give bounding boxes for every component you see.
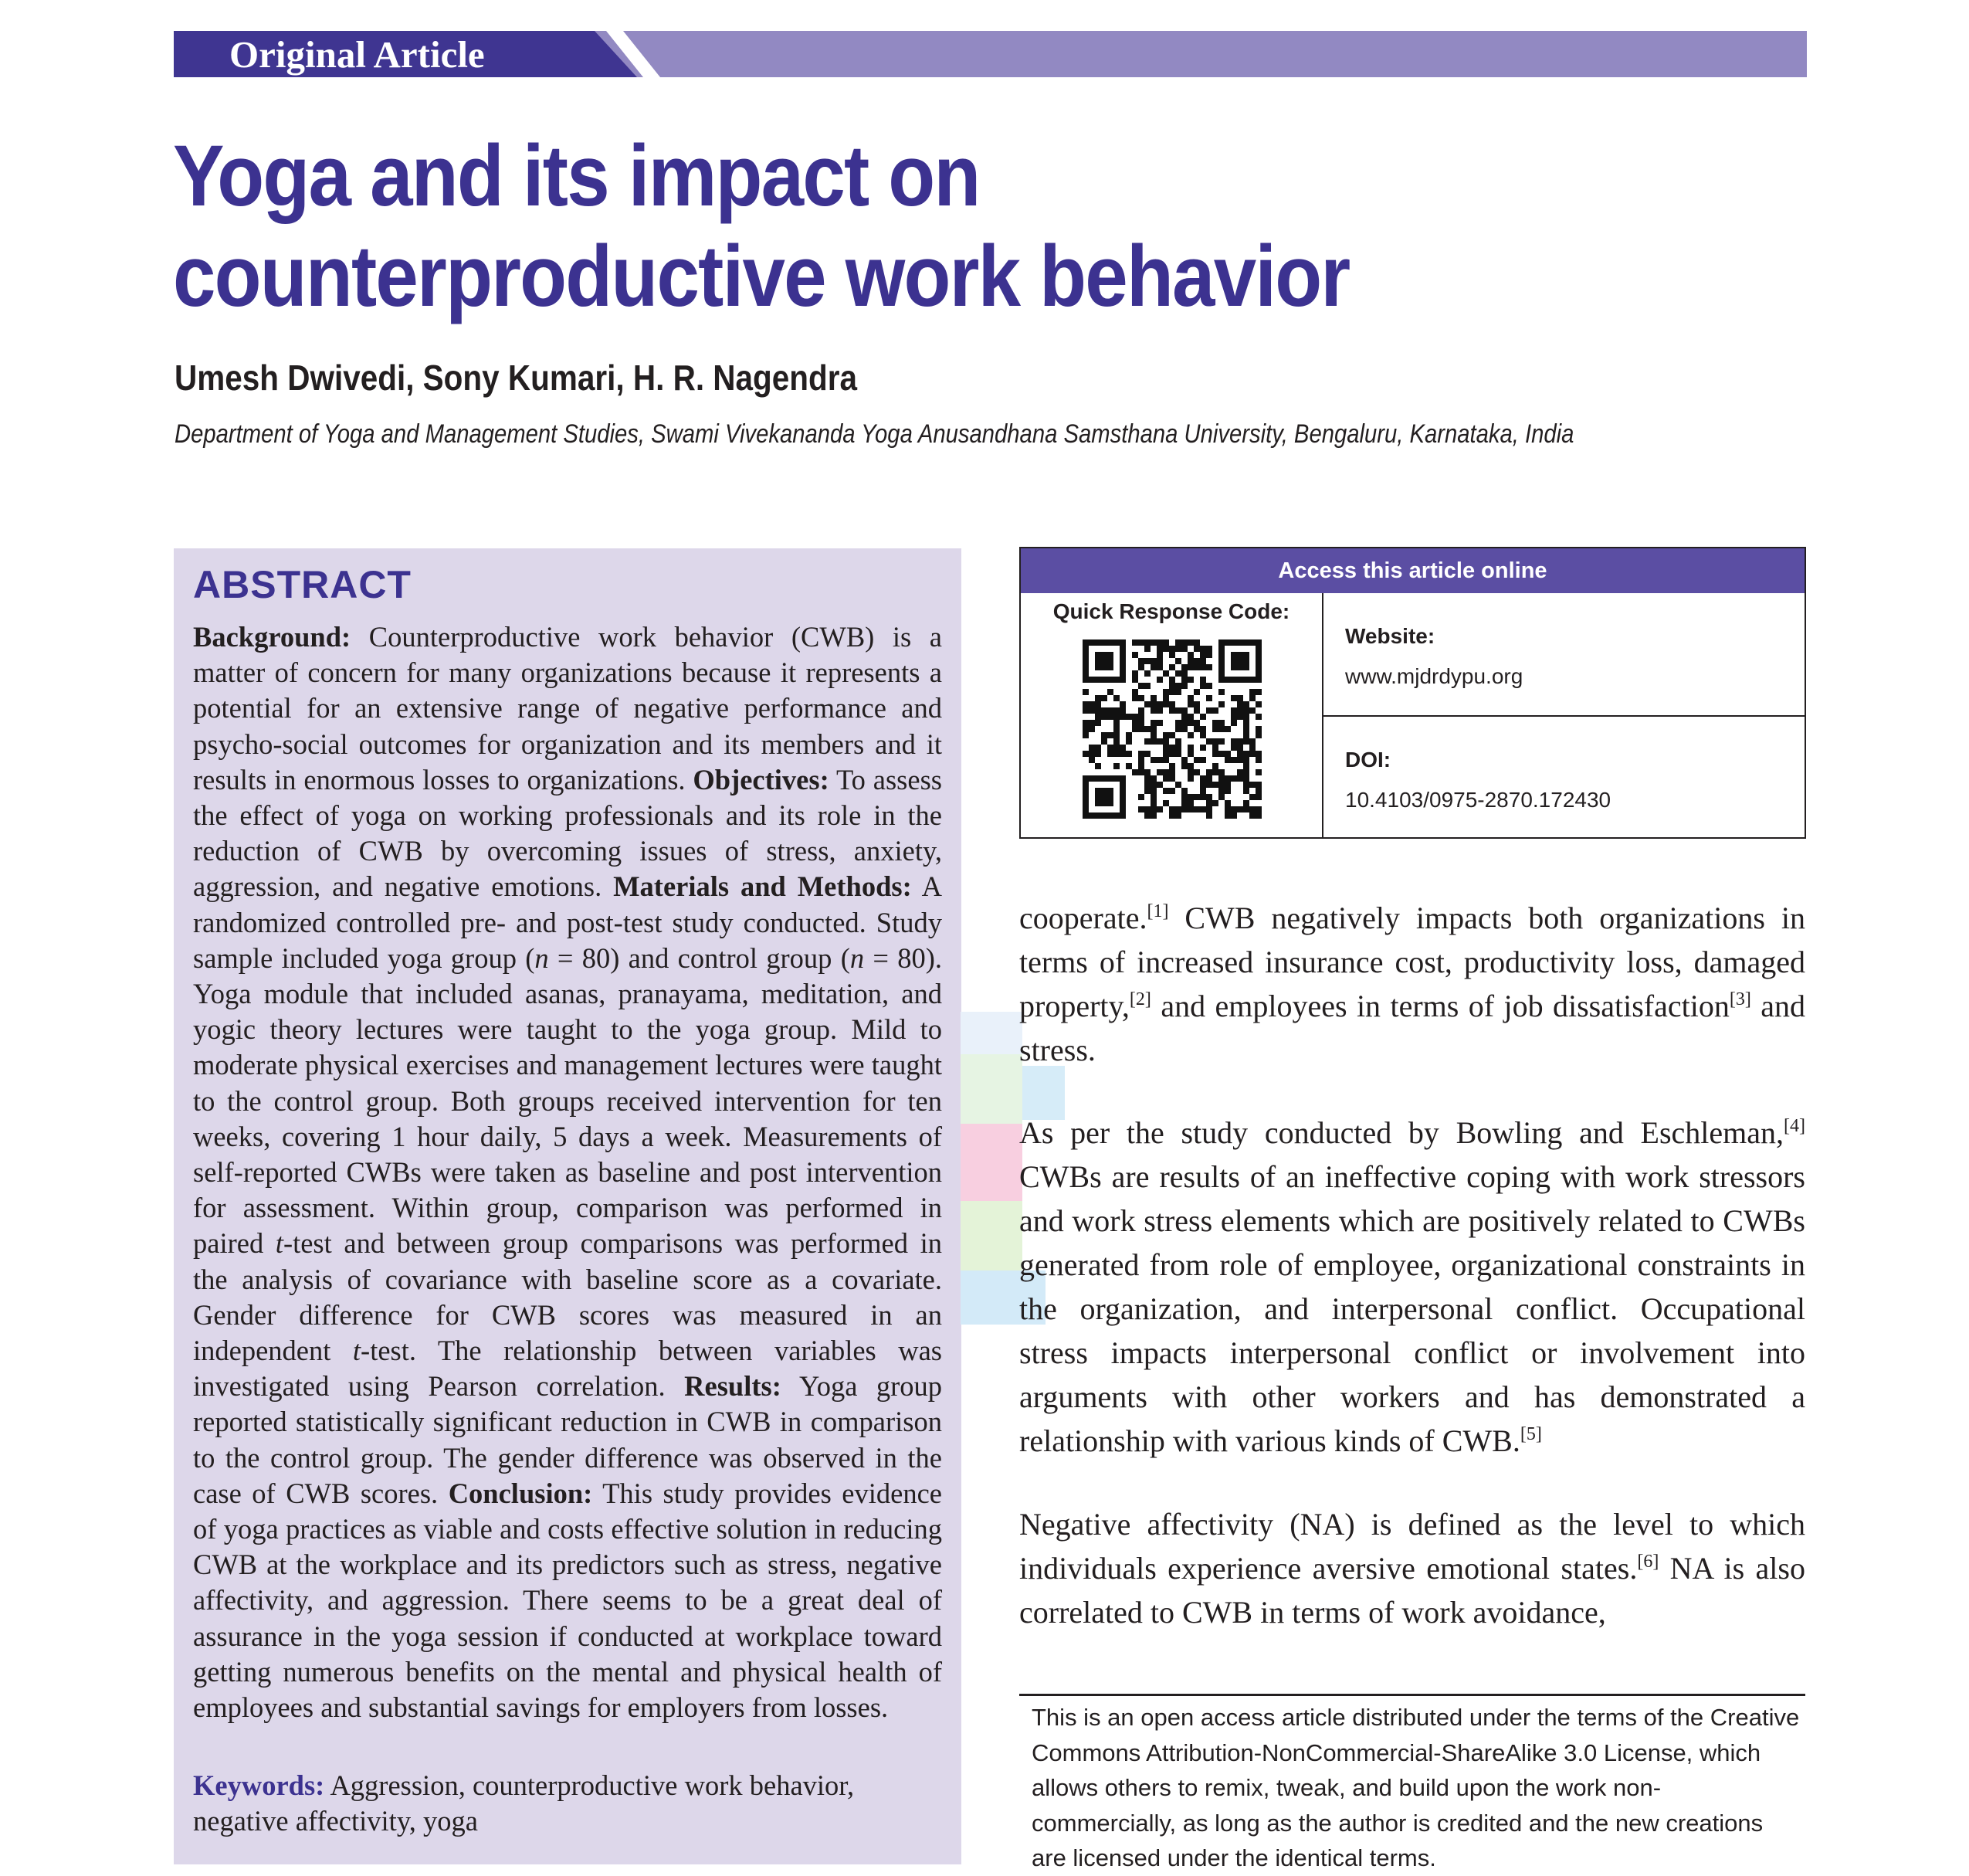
- reference-link[interactable]: [1]: [1147, 901, 1169, 921]
- abstract-panel: [174, 548, 961, 1864]
- article-title: Yoga and its impact on counterproductive work behavior: [173, 127, 1350, 324]
- license-footnote: This is an open access article distributed under the terms of the Creative Commons Attribution-NonCommercial-ShareAlike 3.0 License, which allows others to remix, tweak, and build upon the work non-commercially, as long as the author is credited and the new creations are licensed under the identical terms.: [1032, 1704, 1800, 1871]
- abstract-text: [193, 619, 942, 1725]
- reference-link[interactable]: [2]: [1129, 989, 1151, 1009]
- n-yoga-text: = 80) and control group (: [548, 941, 850, 974]
- article-type-label: Original Article: [229, 33, 485, 76]
- footnote-rule: [1019, 1694, 1805, 1696]
- body-text-run: CWB negatively impacts both organizations in terms of increased insurance cost, productivity loss, damaged property,: [1019, 901, 1805, 1023]
- website-link[interactable]: www.mjdrdypu.org: [1345, 664, 1523, 688]
- methods-text-3: -test. The relationship between variables was investigated using Pearson correlation.: [193, 1335, 943, 1403]
- reference-link[interactable]: [6]: [1637, 1552, 1659, 1572]
- methods-label: Materials and Methods:: [613, 870, 912, 903]
- body-paragraph-2: [1019, 1111, 1805, 1463]
- conclusion-label: Conclusion:: [448, 1477, 593, 1509]
- n-symbol: n: [849, 941, 865, 974]
- access-divider: [1323, 715, 1806, 717]
- doi-label: DOI:: [1345, 748, 1391, 772]
- website-label: Website:: [1345, 624, 1435, 648]
- access-header: Access this article online: [1021, 548, 1805, 593]
- objectives-text: To assess the effect of yoga on working professionals and its role in the reduction of CWB by overcoming issues of stress, anxiety, aggression, and negative emotions.: [193, 763, 942, 903]
- reference-link[interactable]: [3]: [1729, 989, 1751, 1009]
- body-text-run: cooperate.: [1019, 901, 1147, 935]
- keywords-label: Keywords:: [193, 1769, 325, 1801]
- background-text: Counterproductive work behavior (CWB) is a matter of concern for many organizations because it represents a potential for an extensive range of negative performance and psycho-social outcomes for organization and its members and it results in enormous losses to organizations.: [193, 621, 943, 796]
- qr-code-icon[interactable]: [1083, 639, 1262, 819]
- author-list: Umesh Dwivedi, Sony Kumari, H. R. Nagendra: [175, 358, 858, 398]
- body-paragraph-3: [1019, 1502, 1805, 1634]
- access-article-box: [1019, 547, 1806, 839]
- doi-link[interactable]: 10.4103/0975-2870.172430: [1345, 788, 1611, 812]
- body-paragraph-1: [1019, 896, 1805, 1072]
- body-text-run: NA is also correlated to CWB in terms of work avoidance,: [1019, 1551, 1805, 1630]
- n-symbol: n: [534, 941, 549, 974]
- results-text: Yoga group reported statistically significant reduction in CWB in comparison to the control group. The gender difference was observed in the case of CWB scores.: [193, 1370, 943, 1509]
- body-text-run: and stress.: [1019, 989, 1805, 1067]
- background-label: Background:: [193, 621, 351, 653]
- conclusion-text: This study provides evidence of yoga practices as viable and costs effective solution in reducing CWB at the workplace and its predictors such as stress, negative affectivity, and aggression. There seems to be a great deal of assurance in the yoga session if conducted at workplace toward getting numerous benefits on the mental and physical health of employees and substantial savings for employers from losses.: [193, 1477, 943, 1724]
- author-affiliation: Department of Yoga and Management Studies, Swami Vivekananda Yoga Anusandhana Samsthana University, Bengaluru, Karnataka, India: [175, 419, 1574, 449]
- keywords-text: Aggression, counterproductive work behavior, negative affectivity, yoga: [193, 1769, 855, 1837]
- body-text-run: and employees in terms of job dissatisfaction: [1151, 989, 1730, 1023]
- results-label: Results:: [684, 1370, 781, 1403]
- reference-link[interactable]: [4]: [1784, 1116, 1805, 1136]
- methods-text-2: -test and between group comparisons was performed in the analysis of covariance with baseline score as a covariate. Gender difference for CWB scores was measured in an independent: [193, 1227, 942, 1367]
- body-text-run: CWBs are results of an ineffective coping with work stressors and work stress elements which are positively related to CWBs generated from role of employee, organizational constraints in the organization, and interpersonal conflict. Occupational stress impacts interpersonal conflict or involvement into arguments with other workers and has demonstrated a relationship with various kinds of CWB.: [1019, 1159, 1805, 1458]
- qr-label: Quick Response Code:: [1052, 599, 1290, 623]
- n-control-text: = 80). Yoga module that included asanas, pranayama, meditation, and yogic theory lectures were taught to the yoga group. Mild to moderate physical exercises and management lectures were taught to the control group. Both groups received intervention for ten weeks, covering 1 hour daily, 5 days a week. Measurements of self-reported CWBs were taken as baseline and post intervention for assessment. Within group, comparison was performed in paired: [193, 941, 942, 1260]
- t-symbol: t: [352, 1335, 361, 1367]
- keywords: [193, 1768, 942, 1839]
- abstract-heading: ABSTRACT: [193, 563, 412, 606]
- reference-link[interactable]: [5]: [1520, 1424, 1542, 1444]
- methods-text-1: A randomized controlled pre- and post-test study conducted. Study sample included yoga group (: [193, 870, 943, 974]
- objectives-label: Objectives:: [693, 763, 829, 796]
- article-type-banner: [174, 31, 1807, 77]
- body-text-run: Negative affectivity (NA) is defined as the level to which individuals experience aversive emotional states.: [1019, 1507, 1805, 1586]
- body-text-run: As per the study conducted by Bowling and Eschleman,: [1019, 1115, 1784, 1150]
- t-symbol: t: [275, 1227, 283, 1260]
